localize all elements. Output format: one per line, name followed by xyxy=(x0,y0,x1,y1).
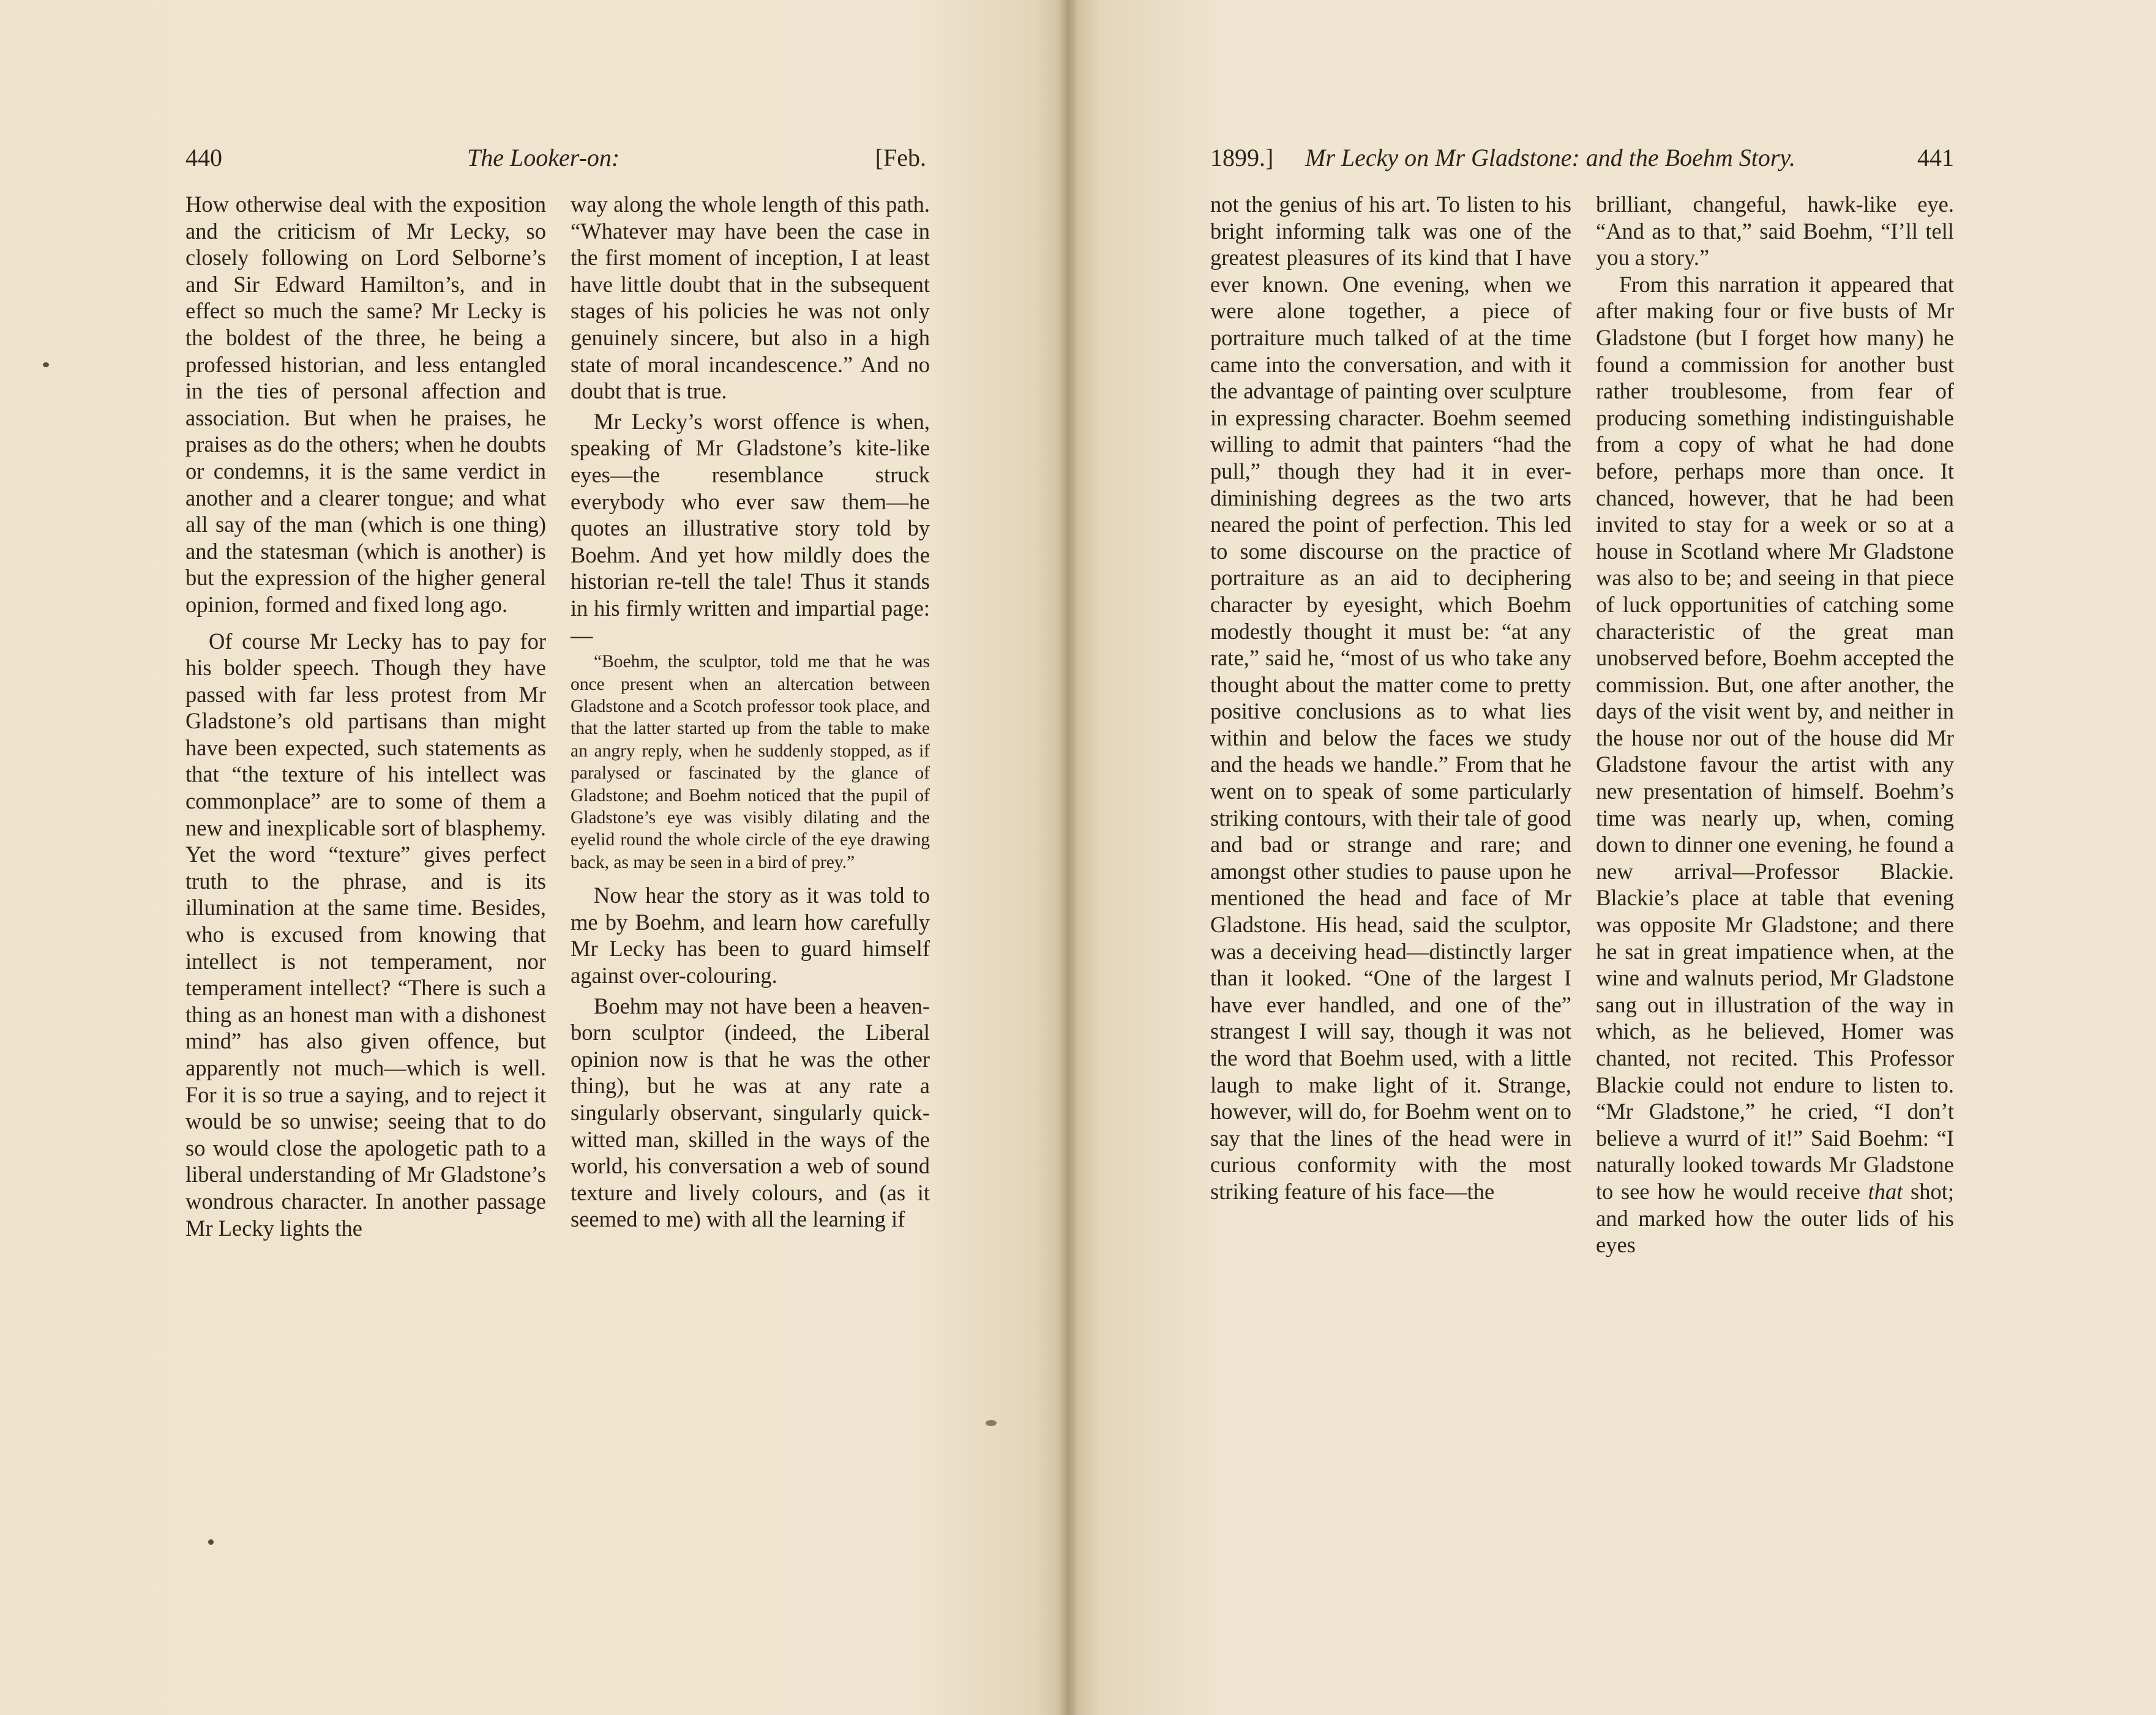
paragraph: not the genius of his art. To listen to his bright informing talk was one of the greatest pleasures of its kind that I have ever known. One evening, when we were alone together, a piece of portraiture much talked of at the time came into the conversation, and with it the advantage of painting over sculpture in expressing character. Boehm seemed willing to admit that painters “had the pull,” though they had it in ever-diminishing degrees as the two arts neared the point of perfection. This led to some discourse on the practice of portraiture as an aid to deciphering character by eyesight, which Boehm modestly thought it must be: “at any rate,” said he, “most of us who take any thought about the matter come to pretty positive conclusions as to what lies within and below the faces we study and the heads we handle.” From that he went on to speak of some particularly striking contours, with their tale of good and bad or strange and rare; and amongst other studies to pause upon he mentioned the head and face of Mr Gladstone. His head, said the sculptor, was a deceiving head—distinctly larger than it looked. “One of the largest I have ever handled, and one of the” strangest I will say, though it was not the word that Boehm used, with a little laugh to make light of it. Strange, however, will do, for Boehm went on to say that the lines of the head were in curious conformity with the most striking feature of his face—the xyxy=(1210,192,1571,1204)
page-number: 441 xyxy=(1917,144,1954,171)
book-gutter xyxy=(1058,0,1079,1715)
running-title: The Looker-on: xyxy=(467,144,620,171)
left-column-1 xyxy=(185,191,546,1241)
running-date: [Feb. xyxy=(875,144,926,171)
paragraph: How otherwise deal with the exposition and the criticism of Mr Lecky, so closely following on Lord Selborne’s and Sir Edward Hamilton’s, and in effect so much the same? Mr Lecky is the boldest of the three, he being a professed historian, and less entangled in the ties of personal affection and association. But when he praises, he praises as do the others; when he doubts or condemns, it is the same verdict in another and a clearer tongue; and what all say of the man (which is one thing) and the statesman (which is another) is but the expression of the higher general opinion, formed and fixed long ago. xyxy=(185,192,546,617)
right-column-1 xyxy=(1210,191,1571,1205)
paragraph: Of course Mr Lecky has to pay for his bolder speech. Though they have passed with far less protest from Mr Gladstone’s old partisans than might have been expected, such statements as that “the texture of his intellect was commonplace” are to some of them a new and inexplicable sort of blasphemy. Yet the word “texture” gives perfect truth to the phrase, and is its illumination at the same time. Besides, who is excused from knowing that intellect is not temperament, nor temperament intellect? “There is such a thing as an honest man with a dishonest mind” has also given offence, but apparently not much—which is well. For it is so true a saying, and to reject it would be so unwise; seeing that to do so would close the apologetic path to a liberal understanding of Mr Gladstone’s wondrous character. In another passage Mr Lecky lights the xyxy=(185,628,546,1241)
running-year: 1899.] xyxy=(1210,144,1274,171)
ink-spot xyxy=(208,1539,214,1545)
paragraph-text-end: shot; and marked how the outer lids of his eyes xyxy=(1596,1178,1955,1258)
paragraph-text: From this narration it appeared that after making four or five busts of Mr Gladstone (but I forget how many) he found a commission for another bust rather troublesome, from fear of producing something indistinguishable from a copy of what he had done before, perhaps more than once. It chanced, however, that he had been invited to stay for a week or so at a house in Scotland where Mr Gladstone was also to be; and seeing in that piece of luck opportunities of catching some characteristic of the great man unobserved before, Boehm accepted the commission. But, one after another, the days of the visit went by, and neither in the house nor out of the house did Mr Gladstone favour the artist with any new presentation of himself. Boehm’s time was nearly up, when, coming down to dinner one evening, he found a new arrival—Professor Blackie. Blackie’s place at table that evening was opposite Mr Gladstone; and there he sat in great impatience when, at the wine and walnuts period, Mr Gladstone sang out in illustration of the way in which, as he believed, Homer was chanted, not recited. This Professor Blackie could not endure to listen to. “Mr Gladstone,” he cried, “I don’t believe a wurrd of it!” Said Boehm: “I naturally looked towards Mr Gladstone to see how he would receive xyxy=(1596,271,1954,1204)
block-quote: “Boehm, the sculptor, told me that he was once present when an altercation between Gladstone and a Scotch professor took place, and that the latter started up from the table to make an angry reply, when he suddenly stopped, as if paralysed or fascinated by the glance of Gladstone; and Boehm noticed that the pupil of Gladstone’s eye was visibly dilating and the eyelid round the whole circle of the eye drawing back, as may be seen in a bird of prey.” xyxy=(571,652,930,872)
running-head-left xyxy=(185,140,926,176)
paragraph: Boehm may not have been a heaven-born sculptor (indeed, the Liberal opinion now is that he was the other thing), but he was at any rate a singularly observant, singularly quick-witted man, skilled in the ways of the world, his conversation a web of sound texture and lively colours, and (as it seemed to me) with all the learning if xyxy=(571,993,930,1232)
left-page xyxy=(0,0,1068,1715)
italic-word: that xyxy=(1868,1178,1903,1204)
right-column-2 xyxy=(1596,191,1954,1258)
paragraph: way along the whole length of this path. “Whatever may have been the case in the first moment of inception, I at least have little doubt that in the subsequent stages of his policies he was not only genuinely sincere, but also in a high state of moral incandescence.” And no doubt that is true. xyxy=(571,192,930,404)
paragraph: brilliant, changeful, hawk-like eye. “And as to that,” said Boehm, “I’ll tell you a story.” xyxy=(1596,192,1954,271)
running-title: Mr Lecky on Mr Gladstone: and the Boehm Story. xyxy=(1305,144,1795,171)
paragraph: Mr Lecky’s worst offence is when, speaking of Mr Gladstone’s kite-like eyes—the resemblance struck everybody who ever saw them—he quotes an illustrative story told by Boehm. And yet how mildly does the historian re-tell the tale! Thus it stands in his firmly written and impartial page:— xyxy=(571,408,930,648)
paragraph xyxy=(1596,271,1954,1258)
paragraph: Now hear the story as it was told to me by Boehm, and learn how carefully Mr Lecky has been to guard himself against over-colouring. xyxy=(571,883,930,988)
left-column-2 xyxy=(571,191,930,1233)
running-head-right xyxy=(1210,140,1954,176)
page-number: 440 xyxy=(185,144,222,171)
ink-spot xyxy=(43,362,49,367)
right-page xyxy=(1068,0,2156,1715)
ink-spot xyxy=(986,1420,997,1426)
